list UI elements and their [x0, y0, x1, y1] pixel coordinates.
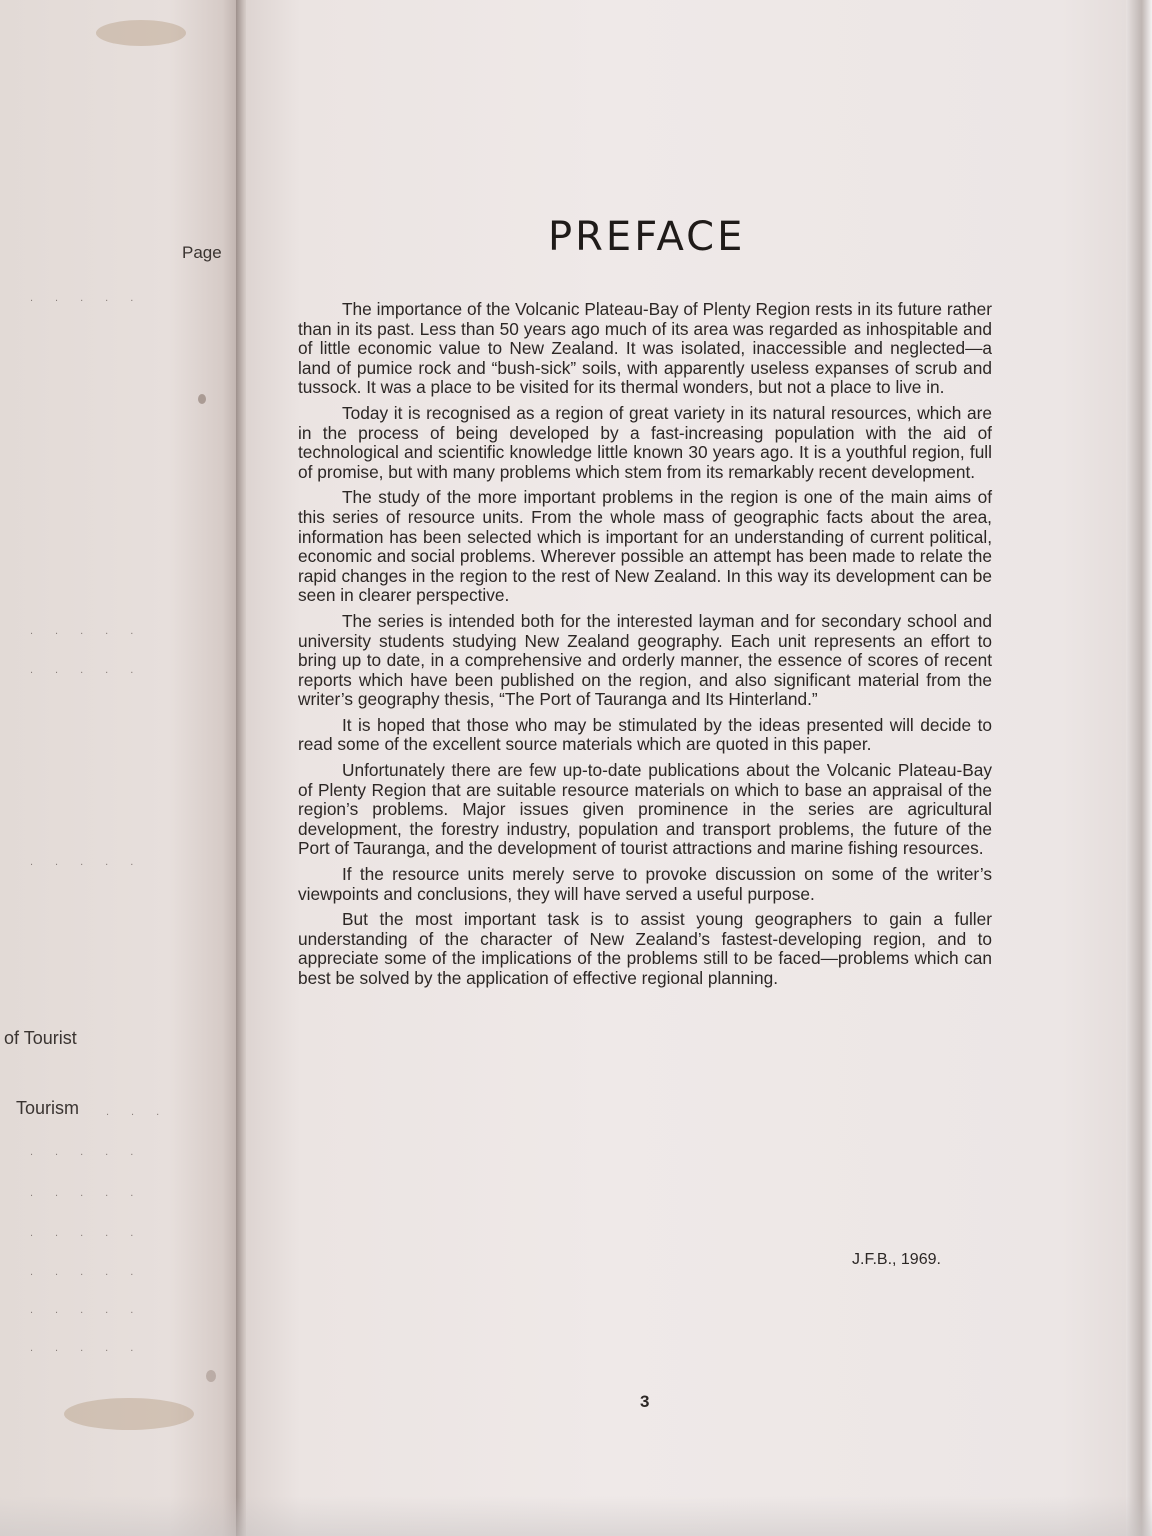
paper-spot: [206, 1370, 216, 1382]
paragraph: The study of the more important problems in the region is one of the main aims of this series of resource units. From the whole mass of geographic facts about the area, information has been selected which is important for an understanding of current political, economic and social problems. Wherever possible an attempt has been made to relate the rapid changes in the region to the rest of New Zealand. In this way its development can be seen in clearer perspective.: [298, 487, 992, 606]
toc-leader-dots: .....: [30, 1227, 156, 1239]
paragraph: But the most important task is to assist young geographers to gain a fuller understanding of the character of New Zealand’s fastest-developing region, and to appreciate some of the implications of the problems still to be faced—problems which can best be solved by the application of effective regional planning.: [298, 909, 992, 988]
toc-entry-text: of Tourist: [4, 1028, 77, 1048]
toc-leader-dots: ...: [106, 1106, 182, 1118]
page-edge: [1126, 0, 1152, 1536]
author-signature: J.F.B., 1969.: [852, 1251, 941, 1268]
paper-stain: [64, 1398, 194, 1430]
paragraph: The importance of the Volcanic Plateau-Bay of Plenty Region rests in its future rather than in its past. Less than 50 years ago much of its area was regarded as inhospitable and of little economic value to New Zealand. It was isolated, inaccessible and neglected—a land of pumice rock and “bush-sick” soils, with apparently useless expanses of scrub and tussock. It was a place to be visited for its thermal wonders, but not a place to live in.: [298, 299, 992, 398]
paragraph: Today it is recognised as a region of great variety in its natural resources, which are in the process of being developed by a fast-increasing population with the aid of technological and scientific knowledge little known 30 years ago. It is a youthful region, full of promise, but with many problems which stem from its remarkably recent development.: [298, 402, 992, 482]
toc-leader-dots: .....: [30, 664, 156, 676]
toc-page-header: Page: [182, 243, 222, 262]
toc-leader-dots: .....: [30, 1304, 156, 1316]
paragraph: It is hoped that those who may be stimulated by the ideas presented will decide to read some of the excellent source materials which are quoted in this paper.: [298, 714, 992, 755]
paper-stain: [96, 20, 186, 46]
previous-page: [0, 0, 242, 1536]
page-title: PREFACE: [548, 214, 746, 260]
paragraph: Unfortunately there are few up-to-date publications about the Volcanic Plateau-Bay of Plenty Region that are suitable resource materials on which to base an appraisal of the region’s problems. Major issues given prominence in the series are agricultural development, the forestry industry, population and transport problems, the future of the Port of Tauranga, and the development of tourist attractions and marine fishing resources.: [298, 760, 992, 859]
toc-entry-text: Tourism: [16, 1098, 80, 1118]
toc-leader-dots: .....: [30, 292, 156, 304]
toc-leader-dots: .....: [30, 1342, 156, 1354]
page-number: 3: [640, 1392, 650, 1411]
paragraph: If the resource units merely serve to provoke discussion on some of the writer’s viewpoints and conclusions, they will have served a useful purpose.: [298, 864, 992, 904]
preface-body: [298, 300, 992, 995]
bottom-shadow: [0, 1496, 1152, 1536]
toc-leader-dots: .....: [30, 1266, 156, 1278]
toc-leader-dots: .....: [30, 1187, 156, 1199]
paper-spot: [198, 394, 206, 404]
toc-leader-dots: .....: [30, 856, 156, 868]
paragraph: The series is intended both for the interested layman and for secondary school and university students studying New Zealand geography. Each unit represents an effort to bring up to date, in a comprehensive and orderly manner, the essence of scores of recent reports which have been published on the region, and also significant material from the writer’s geography thesis, “The Port of Tauranga and Its Hinterland.”: [298, 610, 992, 710]
toc-leader-dots: .....: [30, 1146, 156, 1158]
toc-leader-dots: .....: [30, 625, 156, 637]
